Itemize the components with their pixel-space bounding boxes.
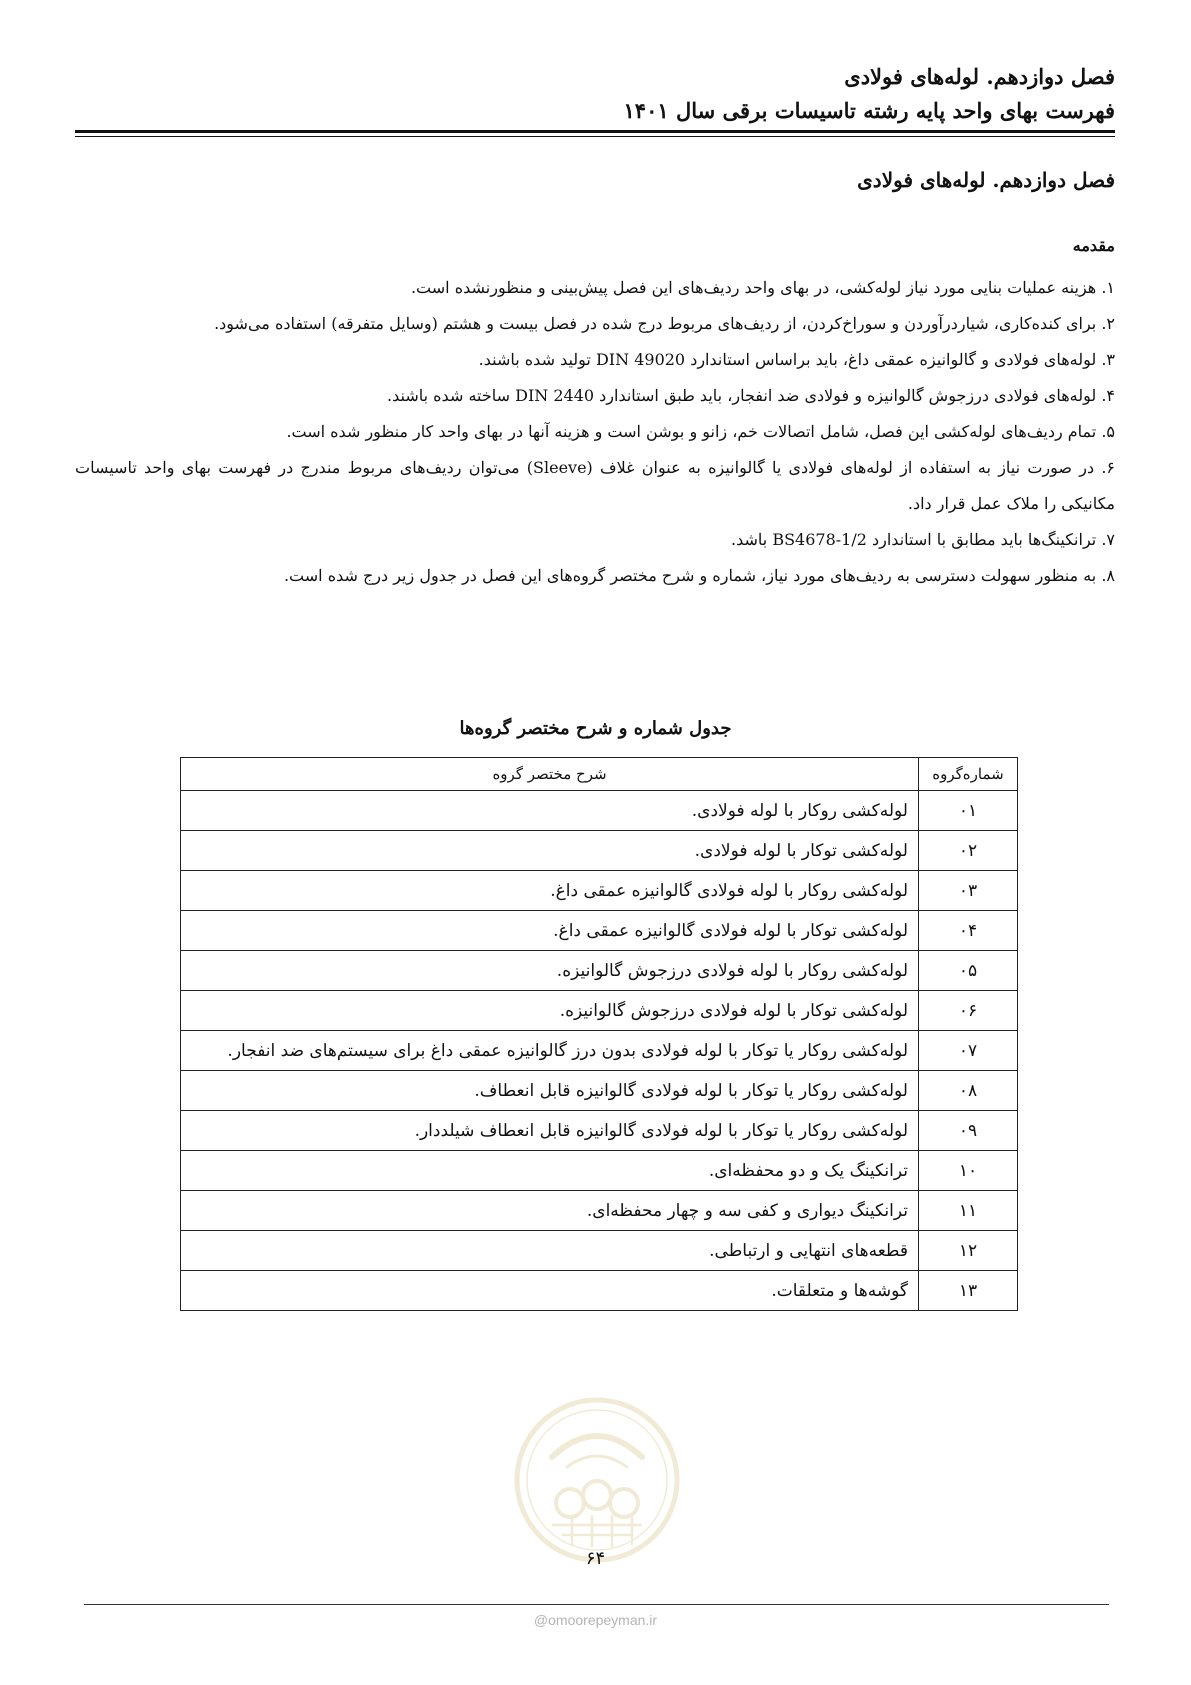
table-title: جدول شماره و شرح مختصر گروه‌ها (459, 718, 732, 739)
group-number: ۰۲ (919, 831, 1018, 871)
header-rule-thin (75, 136, 1115, 137)
table-row (181, 911, 1018, 951)
group-number: ۰۹ (919, 1111, 1018, 1151)
group-number: ۰۶ (919, 991, 1018, 1031)
group-number: ۱۰ (919, 1151, 1018, 1191)
intro-item: ۴. لوله‌های فولادی درزجوش گالوانیزه و فولادی ضد انفجار، باید طبق استاندارد DIN 2440 ساخته شده باشند. (387, 386, 1115, 405)
table-row (181, 1191, 1018, 1231)
page-header (75, 60, 1115, 128)
group-description: لوله‌کشی توکار با لوله فولادی گالوانیزه عمقی داغ. (181, 911, 919, 951)
group-description: لوله‌کشی توکار با لوله فولادی. (181, 831, 919, 871)
intro-item: ۸. به منظور سهولت دسترسی به ردیف‌های مورد نیاز، شماره و شرح مختصر گروه‌های این فصل در جدول زیر درج شده است. (283, 566, 1115, 585)
groups-table (180, 757, 1018, 1311)
table-row (181, 1071, 1018, 1111)
intro-item: ۲. برای کنده‌کاری، شیاردرآوردن و سوراخ‌کردن، از ردیف‌های مربوط درج شده در فصل بیست و هشتم (وسایل متفرقه) استفاده می‌شود. (214, 314, 1115, 333)
table-row (181, 1111, 1018, 1151)
group-description: گوشه‌ها و متعلقات. (181, 1271, 919, 1311)
group-number: ۰۵ (919, 951, 1018, 991)
watermark-text: @omoorepeyman.ir (533, 1612, 658, 1628)
group-description: لوله‌کشی روکار یا توکار با لوله فولادی گالوانیزه قابل انعطاف. (181, 1071, 919, 1111)
group-number: ۱۱ (919, 1191, 1018, 1231)
chapter-title: فصل دوازدهم. لوله‌های فولادی (857, 168, 1115, 192)
group-description: ترانکینگ دیواری و کفی سه و چهار محفظه‌ای. (181, 1191, 919, 1231)
intro-title: مقدمه (1072, 236, 1115, 255)
intro-item: ۳. لوله‌های فولادی و گالوانیزه عمقی داغ، باید براساس استاندارد DIN 49020 تولید شده باشند. (478, 350, 1115, 369)
page-number: ۶۴ (585, 1548, 606, 1569)
table-row (181, 871, 1018, 911)
table-row (181, 1231, 1018, 1271)
group-description: لوله‌کشی روکار با لوله فولادی گالوانیزه عمقی داغ. (181, 871, 919, 911)
group-description: قطعه‌های انتهایی و ارتباطی. (181, 1231, 919, 1271)
table-row (181, 1151, 1018, 1191)
group-description: ترانکینگ یک و دو محفظه‌ای. (181, 1151, 919, 1191)
group-number: ۰۱ (919, 791, 1018, 831)
group-description: لوله‌کشی روکار یا توکار با لوله فولادی گالوانیزه قابل انعطاف شیلددار. (181, 1111, 919, 1151)
header-number: شماره‌گروه (919, 758, 1018, 791)
group-number: ۰۸ (919, 1071, 1018, 1111)
header-rule-thick (75, 130, 1115, 133)
group-number: ۰۴ (919, 911, 1018, 951)
intro-item: ۵. تمام ردیف‌های لوله‌کشی این فصل، شامل اتصالات خم، زانو و بوشن است و هزینه آنها در بهای واحد کار منظور شده است. (286, 422, 1115, 441)
group-number: ۰۷ (919, 1031, 1018, 1071)
table-row (181, 951, 1018, 991)
group-number: ۱۳ (919, 1271, 1018, 1311)
footer-rule (84, 1604, 1109, 1605)
table-row (181, 831, 1018, 871)
header-description: شرح مختصر گروه (181, 758, 919, 791)
header-chapter: فصل دوازدهم. لوله‌های فولادی (844, 64, 1115, 89)
group-description: لوله‌کشی روکار یا توکار با لوله فولادی بدون درز گالوانیزه عمقی داغ برای سیستم‌های ضد انفجار. (181, 1031, 919, 1071)
table-header-row (181, 758, 1018, 791)
group-number: ۱۲ (919, 1231, 1018, 1271)
group-number: ۰۳ (919, 871, 1018, 911)
table-row (181, 1031, 1018, 1071)
table-row (181, 1271, 1018, 1311)
table-row (181, 991, 1018, 1031)
intro-items (75, 270, 1115, 594)
seal-logo-icon (512, 1395, 682, 1565)
group-description: لوله‌کشی روکار با لوله فولادی. (181, 791, 919, 831)
group-description: لوله‌کشی توکار با لوله فولادی درزجوش گالوانیزه. (181, 991, 919, 1031)
intro-item: ۷. ترانکینگ‌ها باید مطابق با استاندارد BS4678-1/2 باشد. (731, 530, 1115, 549)
intro-item: ۶. در صورت نیاز به استفاده از لوله‌های فولادی یا گالوانیزه به عنوان غلاف (Sleeve) می‌توان ردیف‌های مربوط مندرج در فهرست بهای واحد تاسیسات مکانیکی را ملاک عمل قرار داد. (75, 458, 1115, 513)
table-row (181, 791, 1018, 831)
intro-item: ۱. هزینه عملیات بنایی مورد نیاز لوله‌کشی، در بهای واحد ردیف‌های این فصل پیش‌بینی و منظورنشده است. (410, 278, 1115, 297)
group-description: لوله‌کشی روکار با لوله فولادی درزجوش گالوانیزه. (181, 951, 919, 991)
header-catalog-title: فهرست بهای واحد پایه رشته تاسیسات برقی سال ۱۴۰۱ (623, 98, 1115, 123)
